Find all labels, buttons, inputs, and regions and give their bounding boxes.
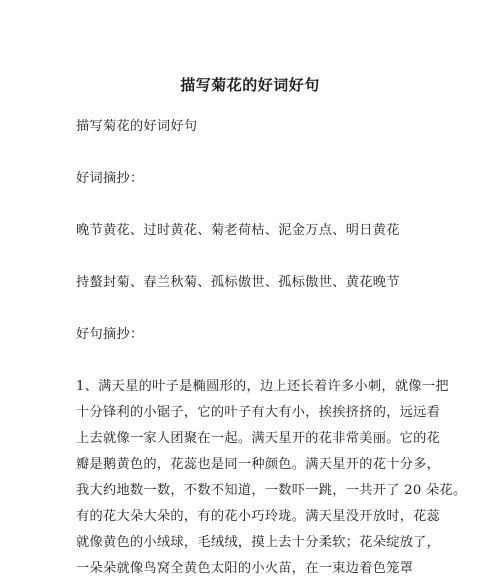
paragraph-line: 十分锋利的小锯子，它的叶子有大有小，挨挨挤挤的，远远看 — [76, 405, 441, 420]
paragraph-line: 1、满天星的叶子是椭圆形的，边上还长着许多小刺，就像一把 — [76, 379, 449, 394]
paragraph-line: 有的花大朵大朵的，有的花小巧玲珑。满天星没开放时，花蕊 — [76, 509, 441, 524]
paragraph-line: 瓣是鹅黄色的，花蕊也是同一种颜色。满天星开的花十分多， — [76, 457, 441, 472]
words-line: 晚节黄花、过时黄花、菊老荷枯、泥金万点、明日黄花 — [76, 223, 400, 238]
words-line: 持螯封菊、春兰秋菊、孤标傲世、孤标傲世、黄花晚节 — [76, 275, 400, 290]
document-title: 描写菊花的好词好句 — [180, 76, 320, 94]
sentences-heading: 好句摘抄： — [76, 327, 144, 342]
paragraph-line: 上去就像一家人团聚在一起。满天星开的花非常美丽。它的花 — [76, 431, 441, 446]
paragraph-line: 就像黄色的小绒球，毛绒绒，摸上去十分柔软；花朵绽放了， — [76, 535, 441, 550]
paragraph-line: 我大约地数一数，不数不知道，一数吓一跳，一共开了 20 朵花。 — [76, 483, 467, 498]
words-heading: 好词摘抄： — [76, 171, 144, 186]
document-subtitle: 描写菊花的好词好句 — [76, 119, 198, 134]
paragraph-line: 一朵朵就像鸟窝全黄色太阳的小火苗，在一束边着色笼罩 — [76, 561, 414, 576]
